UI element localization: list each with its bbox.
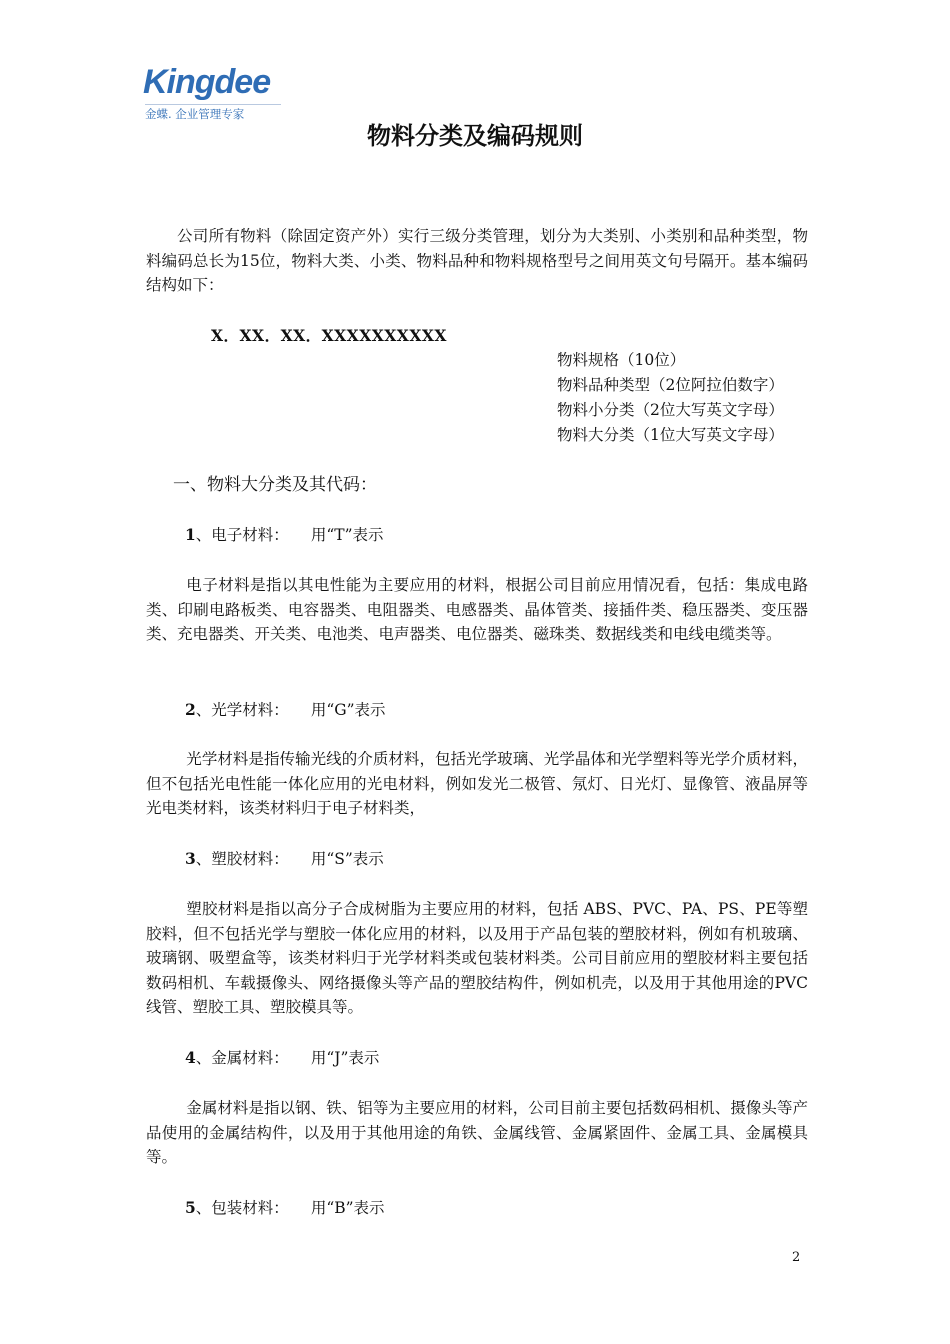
- category-code: 用“G”表示: [310, 701, 386, 719]
- category-name: 、光学材料：: [195, 701, 289, 719]
- intro-paragraph: 公司所有物料（除固定资产外）实行三级分类管理，划分为大类别、小类别和品种类型，物料编码总长为15位，物料大类、小类、物料品种和物料规格型号之间用英文句号隔开。基本编码结构如下：: [146, 227, 808, 295]
- page-number: 2: [792, 1250, 801, 1265]
- logo-brand-text: Kingdee: [143, 63, 271, 101]
- category-number: 1: [185, 525, 196, 544]
- category-code: 用“S”表示: [310, 850, 384, 868]
- logo-tagline: 金蝶. 企业管理专家: [145, 104, 281, 123]
- code-structure-pattern: X．XX．XX．XXXXXXXXXX: [211, 326, 447, 345]
- document-title: 物料分类及编码规则: [367, 122, 583, 150]
- category-heading-optical: [185, 698, 386, 722]
- category-description-optical: 光学材料是指传输光线的介质材料，包括光学玻璃、光学晶体和光学塑料等光学介质材料，但不包括光电性能一体化应用的光电材料，例如发光二极管、氖灯、日光灯、显像管、液晶屏等光电类材料，该类材料归于电子材料类，: [146, 750, 808, 818]
- category-number: 5: [185, 1198, 196, 1217]
- category-number: 3: [185, 849, 196, 868]
- kingdee-logo: [143, 62, 281, 122]
- category-heading-packaging: [185, 1196, 385, 1220]
- category-name: 、电子材料：: [195, 526, 289, 544]
- legend-item: 物料规格（10位）: [557, 351, 686, 369]
- category-heading-metal: [185, 1046, 379, 1070]
- legend-item: 物料品种类型（2位阿拉伯数字）: [557, 376, 784, 394]
- category-number: 4: [185, 1048, 196, 1067]
- category-code: 用“B”表示: [310, 1199, 385, 1217]
- category-description-metal: 金属材料是指以钢、铁、铝等为主要应用的材料，公司目前主要包括数码相机、摄像头等产品使用的金属结构件，以及用于其他用途的角铁、金属线管、金属紧固件、金属工具、金属模具等。: [146, 1099, 808, 1167]
- category-code: 用“J”表示: [310, 1049, 380, 1067]
- category-description-electronic: 电子材料是指以其电性能为主要应用的材料，根据公司目前应用情况看，包括：集成电路类、印刷电路板类、电容器类、电阻器类、电感器类、晶体管类、接插件类、稳压器类、变压器类、充电器类、开关类、电池类、电声器类、电位器类、磁珠类、数据线类和电线电缆类等。: [146, 576, 808, 644]
- category-code: 用“T”表示: [310, 526, 384, 544]
- category-name: 、金属材料：: [195, 1049, 289, 1067]
- code-structure-legend: [557, 348, 784, 448]
- category-number: 2: [185, 700, 196, 719]
- category-name: 、塑胶材料：: [195, 850, 289, 868]
- legend-item: 物料小分类（2位大写英文字母）: [557, 401, 784, 419]
- legend-item: 物料大分类（1位大写英文字母）: [557, 426, 784, 444]
- category-name: 、包装材料：: [195, 1199, 289, 1217]
- category-heading-plastic: [185, 847, 384, 871]
- section-heading: 一、物料大分类及其代码：: [173, 475, 377, 495]
- category-description-plastic: 塑胶材料是指以高分子合成树脂为主要应用的材料，包括 ABS、PVC、PA、PS、PE等塑胶料，但不包括光学与塑胶一体化应用的材料，以及用于产品包装的塑胶材料，例如有机玻璃、玻璃钢、吸塑盒等，该类材料归于光学材料类或包装材料类。公司目前应用的塑胶材料主要包括数码相机、车载摄像头、网络摄像头等产品的塑胶结构件，例如机壳，以及用于其他用途的PVC线管、塑胶工具、塑胶模具等。: [146, 900, 808, 1017]
- category-heading-electronic: [185, 523, 384, 547]
